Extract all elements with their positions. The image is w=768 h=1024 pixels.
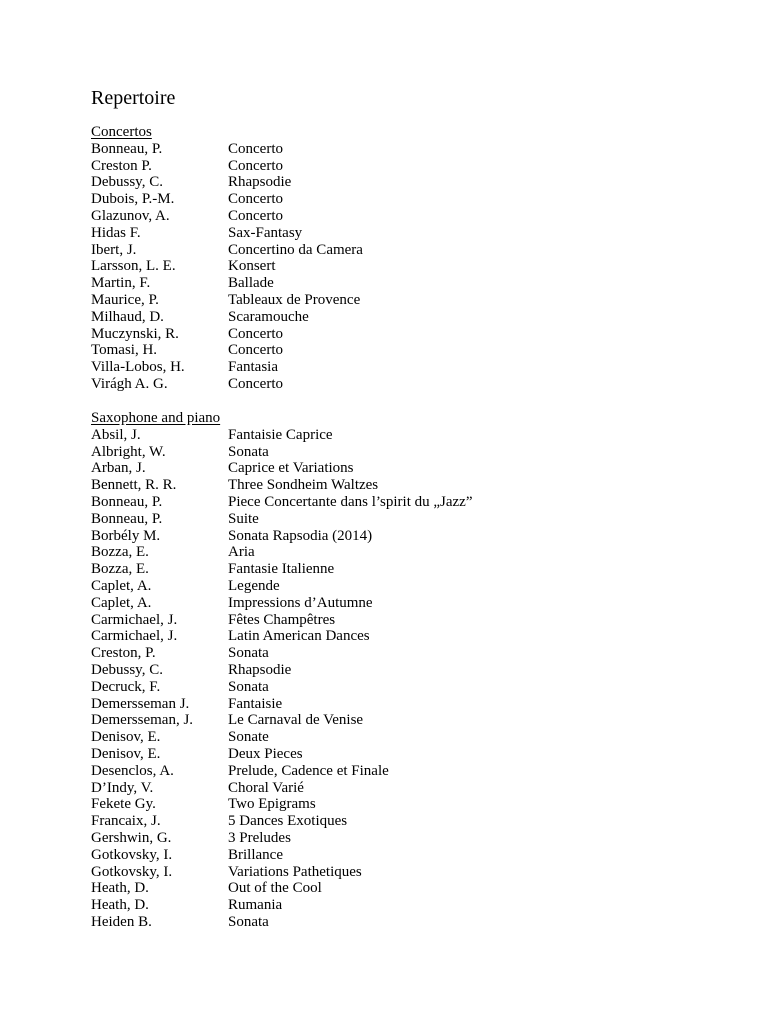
work-title: Three Sondheim Waltzes	[228, 477, 379, 494]
composer-name: Martin, F.	[91, 275, 151, 292]
composer-name: Heath, D.	[91, 897, 149, 914]
composer-name: Bennett, R. R.	[91, 477, 177, 494]
list-item	[91, 612, 731, 629]
list-item	[91, 511, 731, 528]
composer-name: Denisov, E.	[91, 745, 161, 762]
work-title: Concerto	[228, 207, 283, 224]
composer-name: Absil, J.	[91, 426, 141, 443]
work-title: Concerto	[228, 325, 283, 342]
composer-name: Tomasi, H.	[91, 342, 158, 359]
composer-name: Muczynski, R.	[91, 325, 179, 342]
work-title: Concerto	[228, 342, 283, 359]
work-title: 5 Dances Exotiques	[228, 813, 348, 830]
composer-name: Ibert, J.	[91, 241, 137, 258]
work-title: Tableaux de Provence	[228, 291, 361, 308]
work-title: Fantasia	[228, 359, 278, 376]
list-item	[91, 897, 731, 914]
list-item	[91, 309, 731, 326]
list-item	[91, 679, 731, 696]
list-item	[91, 444, 731, 461]
work-title: Sonata	[228, 678, 269, 695]
list-item	[91, 460, 731, 477]
list-item	[91, 780, 731, 797]
composer-name: Milhaud, D.	[91, 308, 164, 325]
list-item	[91, 645, 731, 662]
list-item	[91, 427, 731, 444]
list-item	[91, 746, 731, 763]
work-title: Ballade	[228, 275, 274, 292]
work-title: Rhapsodie	[228, 174, 292, 191]
composer-name: Arban, J.	[91, 460, 146, 477]
list-item	[91, 763, 731, 780]
composer-name: Demersseman J.	[91, 695, 190, 712]
composer-name: Glazunov, A.	[91, 207, 170, 224]
work-title: Aria	[228, 544, 255, 561]
composer-name: Desenclos, A.	[91, 762, 174, 779]
composer-name: Gershwin, G.	[91, 829, 172, 846]
composer-name: Denisov, E.	[91, 729, 161, 746]
list-item	[91, 141, 731, 158]
composer-name: Bonneau, P.	[91, 493, 163, 510]
section-saxophone-and-piano	[91, 410, 731, 931]
composer-name: Villa-Lobos, H.	[91, 359, 185, 376]
list-item	[91, 729, 731, 746]
composer-name: Bonneau, P.	[91, 140, 163, 157]
composer-name: Decruck, F.	[91, 678, 161, 695]
composer-name: Bozza, E.	[91, 544, 149, 561]
composer-name: Maurice, P.	[91, 291, 159, 308]
list-item	[91, 595, 731, 612]
composer-name: Creston P.	[91, 157, 152, 174]
list-item	[91, 342, 731, 359]
composer-name: Larsson, L. E.	[91, 258, 176, 275]
list-item	[91, 813, 731, 830]
list-item	[91, 830, 731, 847]
work-title: Sonata	[228, 913, 269, 930]
composer-name: Francaix, J.	[91, 813, 161, 830]
composer-name: Hidas F.	[91, 224, 141, 241]
work-title: Fêtes Champêtres	[228, 611, 336, 628]
work-title: Rhapsodie	[228, 661, 292, 678]
composer-name: Virágh A. G.	[91, 375, 168, 392]
composer-name: Albright, W.	[91, 443, 166, 460]
section-concertos	[91, 124, 731, 393]
work-title: Prelude, Cadence et Finale	[228, 762, 389, 779]
list-item	[91, 578, 731, 595]
list-item	[91, 696, 731, 713]
list-item	[91, 326, 731, 343]
work-title: Konsert	[228, 258, 276, 275]
composer-name: Fekete Gy.	[91, 796, 156, 813]
composer-name: Creston, P.	[91, 645, 156, 662]
composer-name: Debussy, C.	[91, 174, 163, 191]
list-item	[91, 208, 731, 225]
list-item	[91, 191, 731, 208]
work-title: Latin American Dances	[228, 628, 370, 645]
composer-name: Demersseman, J.	[91, 712, 194, 729]
work-title: Scaramouche	[228, 308, 309, 325]
list-item	[91, 174, 731, 191]
composer-name: Heath, D.	[91, 880, 149, 897]
work-title: Caprice et Variations	[228, 460, 354, 477]
list-item	[91, 914, 731, 931]
work-title: Le Carnaval de Venise	[228, 712, 364, 729]
work-title: Fantaisie Caprice	[228, 426, 333, 443]
work-title: Concerto	[228, 157, 283, 174]
list-item	[91, 258, 731, 275]
composer-name: Carmichael, J.	[91, 611, 178, 628]
page-title: Repertoire	[91, 87, 176, 109]
composer-name: Heiden B.	[91, 913, 152, 930]
work-title: Fantaisie	[228, 695, 283, 712]
composer-name: Borbély M.	[91, 527, 161, 544]
composer-name: Bonneau, P.	[91, 510, 163, 527]
work-title: Impressions d’Autumne	[228, 594, 373, 611]
list-item	[91, 376, 731, 393]
list-item	[91, 796, 731, 813]
work-title: Sonata	[228, 645, 269, 662]
composer-name: Gotkovsky, I.	[91, 846, 173, 863]
list-item	[91, 662, 731, 679]
composer-name: Bozza, E.	[91, 561, 149, 578]
list-item	[91, 628, 731, 645]
work-title: Suite	[228, 510, 259, 527]
work-title: Fantasie Italienne	[228, 561, 335, 578]
composer-name: Gotkovsky, I.	[91, 863, 173, 880]
work-title: Legende	[228, 577, 280, 594]
concertos-list	[91, 141, 731, 393]
work-title: Concerto	[228, 375, 283, 392]
work-title: Sonata Rapsodia (2014)	[228, 527, 373, 544]
list-item	[91, 158, 731, 175]
list-item	[91, 528, 731, 545]
section-heading: Saxophone and piano	[91, 410, 221, 426]
list-item	[91, 544, 731, 561]
list-item	[91, 847, 731, 864]
work-title: 3 Preludes	[228, 829, 291, 846]
work-title: Two Epigrams	[228, 796, 316, 813]
work-title: Sax-Fantasy	[228, 224, 303, 241]
composer-name: Carmichael, J.	[91, 628, 178, 645]
work-title: Sonata	[228, 443, 269, 460]
work-title: Concerto	[228, 140, 283, 157]
saxophone-piano-list	[91, 427, 731, 931]
work-title: Brillance	[228, 846, 283, 863]
work-title: Deux Pieces	[228, 745, 303, 762]
composer-name: Debussy, C.	[91, 661, 163, 678]
work-title: Concertino da Camera	[228, 241, 363, 258]
list-item	[91, 292, 731, 309]
list-item	[91, 561, 731, 578]
composer-name: Dubois, P.-M.	[91, 191, 175, 208]
work-title: Choral Varié	[228, 779, 304, 796]
list-item	[91, 477, 731, 494]
list-item	[91, 225, 731, 242]
work-title: Rumania	[228, 897, 283, 914]
composer-name: Caplet, A.	[91, 594, 152, 611]
work-title: Sonate	[228, 729, 269, 746]
section-heading: Concertos	[91, 124, 152, 140]
list-item	[91, 359, 731, 376]
work-title: Out of the Cool	[228, 880, 322, 897]
list-item	[91, 242, 731, 259]
work-title: Concerto	[228, 191, 283, 208]
work-title: Variations Pathetiques	[228, 863, 362, 880]
list-item	[91, 712, 731, 729]
list-item	[91, 275, 731, 292]
composer-name: Caplet, A.	[91, 577, 152, 594]
composer-name: D’Indy, V.	[91, 779, 154, 796]
list-item	[91, 880, 731, 897]
work-title: Piece Concertante dans l’spirit du „Jazz”	[228, 493, 473, 510]
list-item	[91, 494, 731, 511]
list-item	[91, 864, 731, 881]
